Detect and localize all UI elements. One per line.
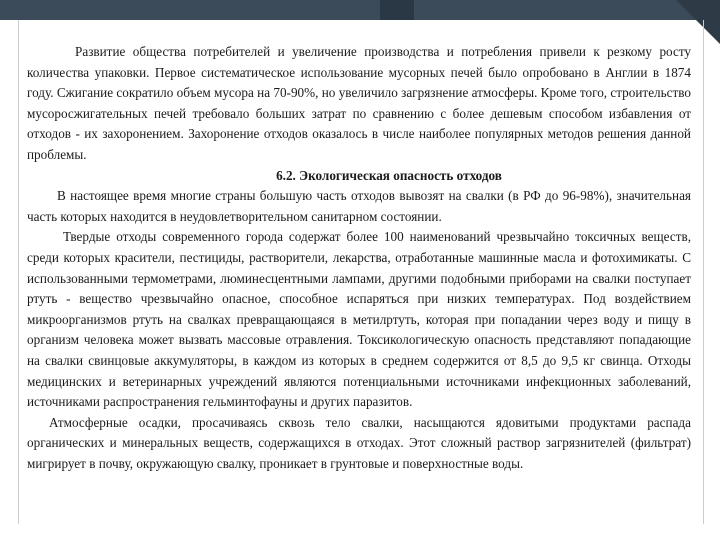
section-heading: 6.2. Экологическая опасность отходов — [276, 167, 502, 183]
slide-top-bar — [0, 0, 720, 20]
paragraph-present: В настоящее время многие страны большую часть отходов вывозят на свалки (в РФ до 96-98%), значительная часть которых находится в неудовлетворительном санитарном состоянии. — [27, 188, 691, 224]
paragraph-solid-waste: Твердые отходы современного города содержат более 100 наименований чрезвычайно токсичных веществ, среди которых красители, пестициды, растворители, лекарства, отработанные машинные масла и фотохимикаты. С использованными термометрами, люминесцентными лампами, другими подобными приборами на свалки поступает ртуть - вещество чрезвычайно опасное, способное испаряться при низких температурах. Под воздействием микроорганизмов ртуть на свалках превращающаяся в метилртуть, которая при попадании через воду и пищу в организм человека может вызвать массовые отравления. Токсикологическую опасность представляют попадающие на свалки свинцовые аккумуляторы, в каждом из которых в среднем содержится от 8,5 до 9,5 кг свинца. Отходы медицинских и ветеринарных учреждений являются потенциальными источниками инфекционных заболеваний, источниками распространения гельминтофауны и других паразитов. — [27, 229, 691, 410]
top-bar-accent — [380, 0, 414, 20]
paragraph-precipitation: Атмосферные осадки, просачиваясь сквозь тело свалки, насыщаются ядовитыми продуктами распада органических и минеральных веществ, содержащихся в отходах. Этот сложный раствор загрязнителей (фильтрат) мигрирует в почву, окружающую свалку, проникает в грунтовые и поверхностные воды. — [27, 414, 691, 471]
paragraph-intro: Развитие общества потребителей и увеличение производства и потребления привели к резкому росту количества упаковки. Первое систематическое использование мусорных печей было опробовано в Англии в 1874 году. Сжигание сократило объем мусора на 70-90%, но увеличило загрязнение атмосферы. Кроме того, строительство мусоросжигательных печей требовало больших затрат по сравнению с более дешевым способом избавления от отходов - их захоронением. Захоронение отходов оказалось в числе наиболее популярных методов решения данной проблемы. — [27, 44, 691, 162]
document-body — [27, 42, 691, 474]
